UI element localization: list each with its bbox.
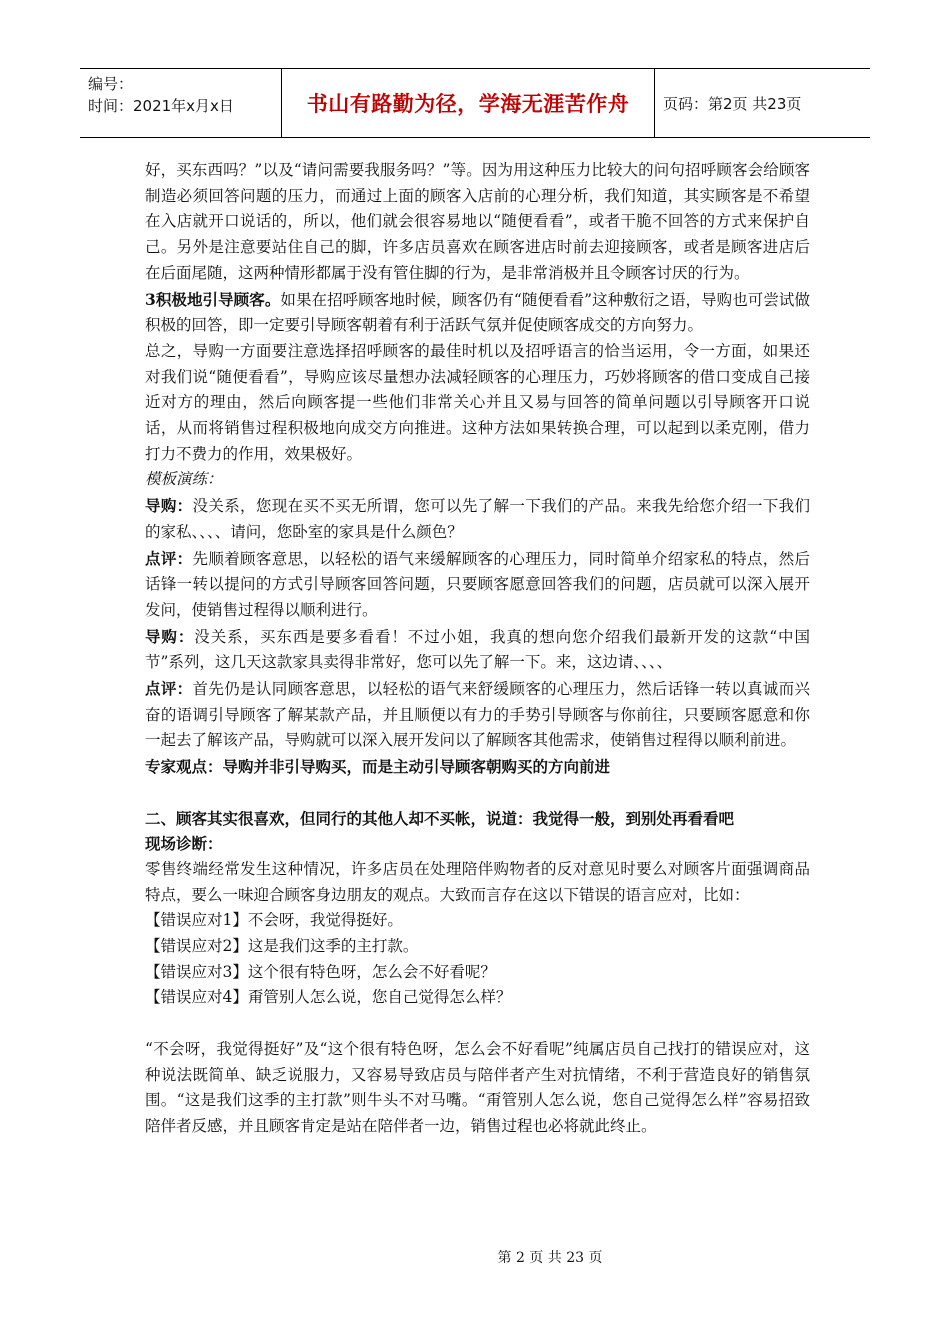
paragraph: 3积极地引导顾客。如果在招呼顾客地时候，顾客仍有“随便看看”这种敷衍之语，导购也可尝试做积极的回答，即一定要引导顾客朝着有利于活跃气氛并促使顾客成交的方向努力。 xyxy=(145,289,810,335)
template-label: 模板演练： xyxy=(145,470,223,489)
dialogue: 导购：没关系，买东西是要多看看！不过小姐，我真的想向您介绍我们最新开发的这款“中国节”系列，这几天这款家具卖得非常好，您可以先了解一下。来，这边请、、、、 xyxy=(145,626,810,672)
header-page-number: 页码：第2页 共23页 xyxy=(663,94,802,113)
spacer xyxy=(145,780,810,806)
paragraph: 零售终端经常发生这种情况，许多店员在处理陪伴购物者的反对意见时要么对顾客片面强调商品特点，要么一味迎合顾客身边朋友的观点。大致而言存在这以下错误的语言应对，比如： xyxy=(145,859,810,904)
paragraph: 好，买东西吗？”以及“请问需要我服务吗？”等。因为用这种压力比较大的问句招呼顾客会给顾客制造必须回答问题的压力，而通过上面的顾客入店前的心理分析，我们知道，其实顾客是不希望在入店就开口说话的，所以，他们就会很容易地以“随便看看”，或者干脆不回答的方式来保护自己。另外是注意要站住自己的脚，许多店员喜欢在顾客进店时前去迎接顾客，或者是顾客进店后在后面尾随，这两种情形都属于没有管住脚的行为，是非常消极并且令顾客讨厌的行为。 xyxy=(145,161,810,282)
dialogue: 导购：没关系，您现在买不买无所谓，您可以先了解一下我们的产品。来我先给您介绍一下我们的家私、、、、请问，您卧室的家具是什么颜色？ xyxy=(145,496,810,541)
paragraph: 总之，导购一方面要注意选择招呼顾客的最佳时机以及招呼语言的恰当运用，令一方面，如果还对我们说“随便看看”，导购应该尽量想办法减轻顾客的心理压力，巧妙将顾客的借口变成自己接近对方的理由，然后向顾客提一些他们非常关心并且又易与回答的简单问题以引导顾客开口说话，从而将销售过程积极地向成交方向推进。这种方法如果转换合理，可以起到以柔克刚，借力打力不费力的作用，效果极好。 xyxy=(145,341,810,463)
header-motto: 书山有路勤为径，学海无涯苦作舟 xyxy=(282,69,655,137)
header-meta xyxy=(80,69,282,137)
bold-lead: 3积极地引导顾客。 xyxy=(145,289,281,309)
spacer xyxy=(145,1011,810,1037)
expert-view: 专家观点：导购并非引导购买，而是主动引导顾客朝购买的方向前进 xyxy=(145,757,611,777)
section-heading: 二、顾客其实很喜欢，但同行的其他人却不买帐，说道：我觉得一般，到别处再看看吧 xyxy=(145,808,735,828)
page-footer: 第 2 页 共 23 页 xyxy=(497,1250,603,1266)
diagnosis-label: 现场诊断： xyxy=(145,834,223,854)
page-header xyxy=(80,68,870,138)
wrong-response: 【错误应对4】甭管别人怎么说，您自己觉得怎么样？ xyxy=(145,988,512,1007)
time-label: 时间：2021年x月x日 xyxy=(88,97,234,115)
paragraph: “不会呀，我觉得挺好”及“这个很有特色呀，怎么会不好看呢”纯属店员自己找打的错误应对，这种说法既简单、缺乏说服力，又容易导致店员与陪伴者产生对抗情绪，不利于营造良好的销售氛围。“这是我们这季的主打款”则牛头不对马嘴。“甭管别人怎么说，您自己觉得怎么样”容易招致陪伴者反感，并且顾客肯定是站在陪伴者一边，销售过程也必将就此终止。 xyxy=(145,1039,810,1135)
comment: 点评：首先仍是认同顾客意思，以轻松的语气来舒缓顾客的心理压力，然后话锋一转以真诚而兴奋的语调引导顾客了解某款产品，并且顺便以有力的手势引导顾客与你前往，只要顾客愿意和你一起去了解该产品，导购就可以深入展开发问以了解顾客其他需求，使销售过程得以顺利前进。 xyxy=(145,679,810,750)
comment: 点评：先顺着顾客意思，以轻松的语气来缓解顾客的心理压力，同时简单介绍家私的特点，然后话锋一转以提问的方式引导顾客回答问题，只要顾客愿意回答我们的问题，店员就可以深入展开发问，使销售过程得以顺利进行。 xyxy=(145,548,810,619)
wrong-response: 【错误应对2】这是我们这季的主打款。 xyxy=(145,937,419,956)
document-body xyxy=(145,158,810,1140)
number-label: 编号： xyxy=(88,75,134,93)
wrong-response: 【错误应对3】这个很有特色呀，怎么会不好看呢？ xyxy=(145,962,496,981)
wrong-response: 【错误应对1】不会呀，我觉得挺好。 xyxy=(145,911,403,930)
